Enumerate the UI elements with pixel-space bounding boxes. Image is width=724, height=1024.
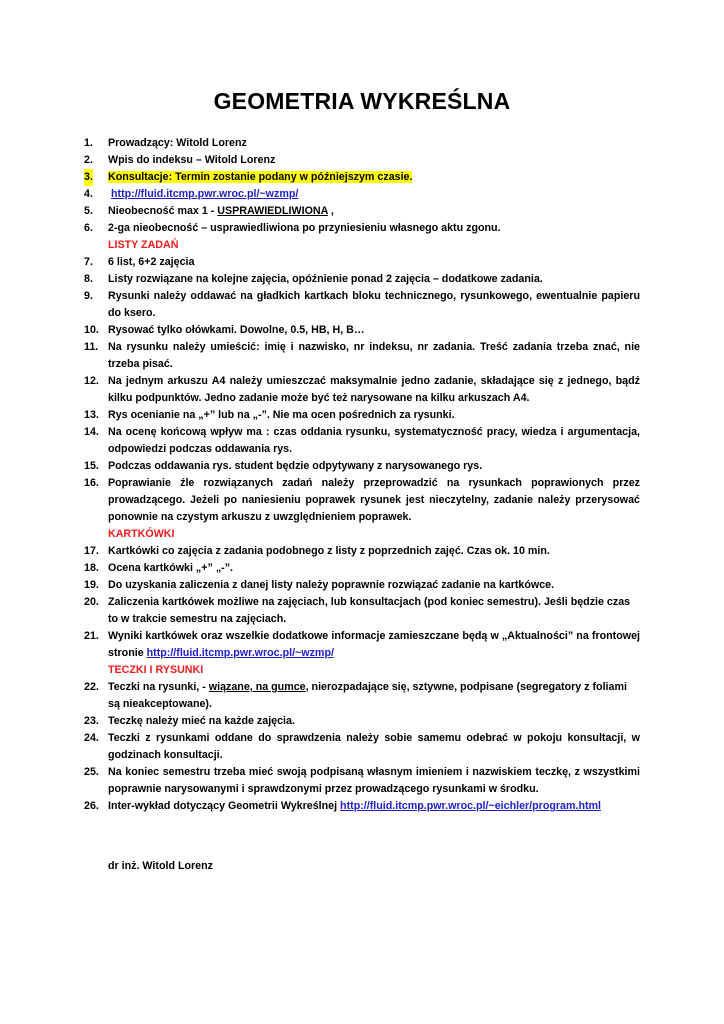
list-item [84, 407, 640, 424]
item-text: Teczki na rysunki, - [108, 681, 209, 693]
item-text: 2-ga nieobecność – usprawiedliwiona po przyniesieniu własnego aktu zgonu. [108, 222, 501, 234]
list-item [84, 628, 640, 662]
item-number: 10. [84, 324, 99, 336]
item-text: Rysować tylko ołówkami. Dowolne, 0.5, HB, H, B… [108, 324, 365, 336]
course-link[interactable]: http://fluid.itcmp.pwr.wroc.pl/~wzmp/ [146, 647, 334, 659]
item-text: Teczki z rysunkami oddane do sprawdzenia należy sobie samemu odebrać w pokoju konsultacji, w godzinach konsultacji. [108, 732, 640, 761]
list-item [84, 322, 640, 339]
signature: dr inż. Witold Lorenz [108, 860, 213, 872]
highlighted-text: Konsultacje: Termin zostanie podany w późniejszym czasie. [108, 171, 413, 183]
list-item [84, 220, 640, 237]
list-item [84, 373, 640, 407]
item-number: 16. [84, 477, 99, 489]
item-number: 9. [84, 290, 93, 302]
item-number: 7. [84, 256, 93, 268]
underlined-text: wiązane, na gumce [208, 681, 306, 693]
item-number: 3. [84, 169, 93, 186]
item-number: 18. [84, 562, 99, 574]
list-item [84, 424, 640, 458]
list-item [84, 339, 640, 373]
item-number: 5. [84, 205, 93, 217]
section-heading-quizzes: KARTKÓWKI [108, 528, 175, 540]
item-text: Wyniki kartkówek oraz wszelkie dodatkowe informacje zamieszczane będą w „Aktualności” na frontowej stronie [108, 630, 640, 659]
item-text: Nieobecność max 1 - [108, 205, 218, 217]
item-text: Podczas oddawania rys. student będzie odpytywany z narysowanego rys. [108, 460, 483, 472]
item-number: 2. [84, 154, 93, 166]
item-text: Rysunki należy oddawać na gładkich kartkach bloku technicznego, rysunkowego, ewentualnie papieru do ksero. [108, 290, 640, 319]
item-text: Teczkę należy mieć na każde zajęcia. [108, 715, 295, 727]
item-text-after: , [327, 205, 334, 217]
list-item [84, 713, 640, 730]
item-text: Poprawianie źle rozwiązanych zadań należy przeprowadzić na rysunkach poprawionych przez prowadzącego. Jeżeli po naniesieniu poprawek rysunek jest nieczytelny, zadanie należy przerysować ponownie na czystym arkuszu z uwzględnieniem poprawek. [108, 477, 640, 523]
item-number: 25. [84, 766, 99, 778]
item-text: Wpis do indeksu – Witold Lorenz [108, 154, 276, 166]
list-item [84, 730, 640, 764]
item-text: Inter-wykład dotyczący Geometrii Wykreślnej [108, 800, 341, 812]
item-text: Prowadzący: Witold Lorenz [108, 137, 247, 149]
list-item [84, 560, 640, 577]
list-item [84, 288, 640, 322]
list-item [84, 186, 640, 203]
lecture-link[interactable]: http://fluid.itcmp.pwr.wroc.pl/~eichler/program.html [340, 800, 602, 812]
list-item [84, 475, 640, 526]
item-number: 22. [84, 681, 99, 693]
list-item [84, 543, 640, 560]
item-number: 4. [84, 188, 93, 200]
list-item [84, 271, 640, 288]
list-item [84, 203, 640, 220]
list-item [84, 458, 640, 475]
item-text: Do uzyskania zaliczenia z danej listy należy poprawnie rozwiązać zadanie na kartkówce. [108, 579, 555, 591]
item-number: 12. [84, 375, 99, 387]
item-text: 6 list, 6+2 zajęcia [108, 256, 195, 268]
item-text: Listy rozwiązane na kolejne zajęcia, opóźnienie ponad 2 zajęcia – dodatkowe zadania. [108, 273, 543, 285]
item-number: 14. [84, 426, 99, 438]
item-number: 24. [84, 732, 99, 744]
rules-list [84, 135, 640, 815]
list-item [84, 798, 640, 815]
item-text: Ocena kartkówki „+” „-”. [108, 562, 234, 574]
item-number: 15. [84, 460, 99, 472]
list-item [84, 594, 640, 628]
section-heading-folders: TECZKI I RYSUNKI [108, 664, 204, 676]
page-title: GEOMETRIA WYKREŚLNA [213, 88, 511, 114]
item-text-after: , nierozpadające się, sztywne, podpisane (segregatory z foliami są nieakceptowane). [108, 681, 627, 710]
list-item-consultations [84, 169, 640, 186]
course-link[interactable]: http://fluid.itcmp.pwr.wroc.pl/~wzmp/ [111, 188, 299, 200]
list-item [84, 135, 640, 152]
item-number: 17. [84, 545, 99, 557]
item-text: Zaliczenia kartkówek możliwe na zajęciach, lub konsultacjach (pod koniec semestru). Jeśli będzie czas to w trakcie semestru na zajęciach. [108, 596, 631, 625]
item-text: Na rysunku należy umieścić: imię i nazwisko, nr indeksu, nr zadania. Treść zadania trzeba znać, nie trzeba pisać. [108, 341, 640, 370]
item-number: 19. [84, 579, 99, 591]
item-number: 6. [84, 222, 93, 234]
item-text: Rys ocenianie na „+” lub na „-”. Nie ma ocen pośrednich za rysunki. [108, 409, 455, 421]
list-item [84, 254, 640, 271]
item-text: Na jednym arkuszu A4 należy umieszczać maksymalnie jedno zadanie, składające się z jednego, bądź kilku podpunktów. Jedno zadanie może być też narysowane na kilku arkuszach A4. [108, 375, 640, 404]
item-number: 20. [84, 596, 99, 608]
list-item [84, 152, 640, 169]
list-item [84, 577, 640, 594]
item-text: Na ocenę końcową wpływ ma : czas oddania rysunku, systematyczność pracy, wiedza i argumentacja, odpowiedzi podczas oddawania rys. [108, 426, 640, 455]
item-number: 8. [84, 273, 93, 285]
item-number: 23. [84, 715, 99, 727]
list-item [84, 764, 640, 798]
underlined-text: USPRAWIEDLIWIONA [217, 205, 328, 217]
section-heading-lists: LISTY ZADAŃ [108, 239, 179, 251]
item-number: 21. [84, 630, 99, 642]
item-number: 1. [84, 137, 93, 149]
item-number: 26. [84, 800, 99, 812]
item-text: Kartkówki co zajęcia z zadania podobnego z listy z poprzednich zajęć. Czas ok. 10 min. [108, 545, 550, 557]
item-number: 13. [84, 409, 99, 421]
list-item [84, 679, 640, 713]
item-text: Na koniec semestru trzeba mieć swoją podpisaną własnym imieniem i nazwiskiem teczkę, z wszystkimi poprawnie narysowanymi i sprawdzonymi przez prowadzącego rysunkami w środku. [108, 766, 640, 795]
item-number: 11. [84, 341, 99, 353]
